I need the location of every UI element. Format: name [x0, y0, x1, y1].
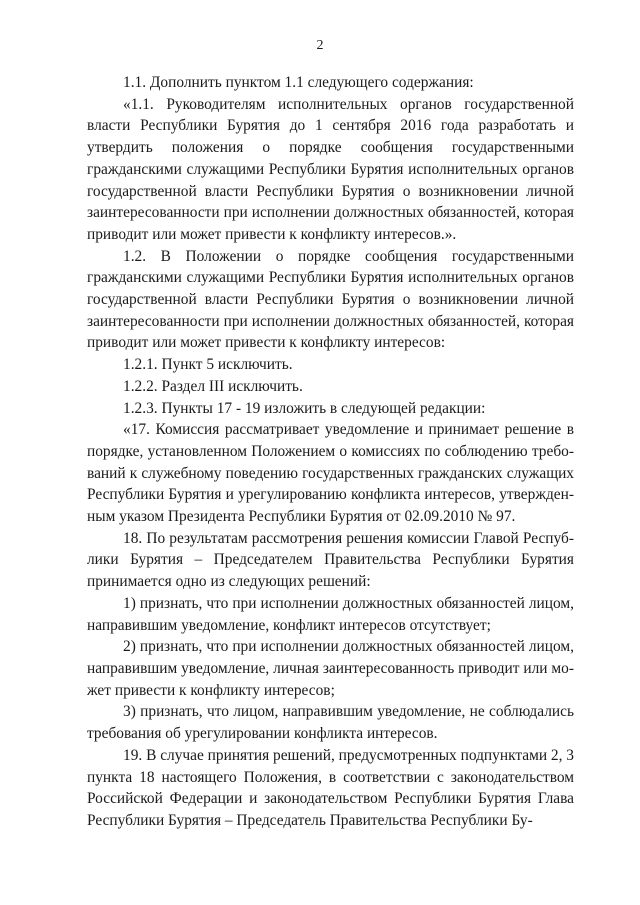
paragraph-18-item-1: 1) признать, что при исполнении должностных обязанностей лицом, направившим уведомление, конфликт интересов отсутствует; — [87, 594, 574, 634]
paragraph-1-2: 1.2. В Положении о порядке сообщения государственными гражданскими служащими Республики Бурятия исполнительных органов государственной власти Республики Бурятия о возникновении личной заинтересованности при исполнении должностных обязанностей, которая приводит или может привести к конфликту интересов: — [87, 247, 574, 352]
paragraph-1-2-1: 1.2.1. Пункт 5 исключить. — [123, 356, 293, 374]
document-body — [87, 72, 574, 832]
paragraph-1-1-quote: «1.1. Руководителям исполнительных органов государственной власти Республики Бурятия до 1 сентября 2016 года разработать и утвердить положения о порядке сообщения государственными гражданскими служащими Республики Бурятия исполнительных органов государственной власти Республики Бурятия о возникновении личной заинтересованности при исполнении должностных обязанностей, которая приводит или может привести к конфликту интересов.». — [87, 95, 574, 243]
page-number: 2 — [316, 38, 324, 53]
paragraph-1-2-3: 1.2.3. Пункты 17 - 19 изложить в следующей редакции: — [123, 399, 486, 417]
paragraph-18-item-3: 3) признать, что лицом, направившим уведомление, не соблюдались требования об урегулировании конфликта интересов. — [87, 703, 574, 743]
paragraph-18: 18. По результатам рассмотрения решения комиссии Главой Республики Бурятия – Председателем Правительства Республики Бурятия принимается одно из следующих решений: — [87, 529, 574, 591]
paragraph-19: 19. В случае принятия решений, предусмотренных подпунктами 2, 3 пункта 18 настоящего Положения, в соответствии с законодательством Российской Федерации и законодательством Республики Бурятия Глава Республики Бурятия – Председатель Правительства Республики Бу- — [87, 746, 575, 829]
paragraph-1-1-intro: 1.1. Дополнить пунктом 1.1 следующего содержания: — [123, 74, 474, 91]
paragraph-1-2-2: 1.2.2. Раздел III исключить. — [123, 377, 303, 395]
paragraph-18-item-2: 2) признать, что при исполнении должностных обязанностей лицом, направившим уведомление, личная заинтересованность приводит или может привести к конфликту интересов; — [87, 638, 574, 699]
paragraph-17: «17. Комиссия рассматривает уведомление и принимает решение в порядке, установленном Положением о комиссиях по соблюдению требований к служебному поведению государственных гражданских служащих Республики Бурятия и урегулированию конфликта интересов, утвержденным указом Президента Республики Бурятия от 02.09.2010 № 97. — [87, 421, 574, 526]
